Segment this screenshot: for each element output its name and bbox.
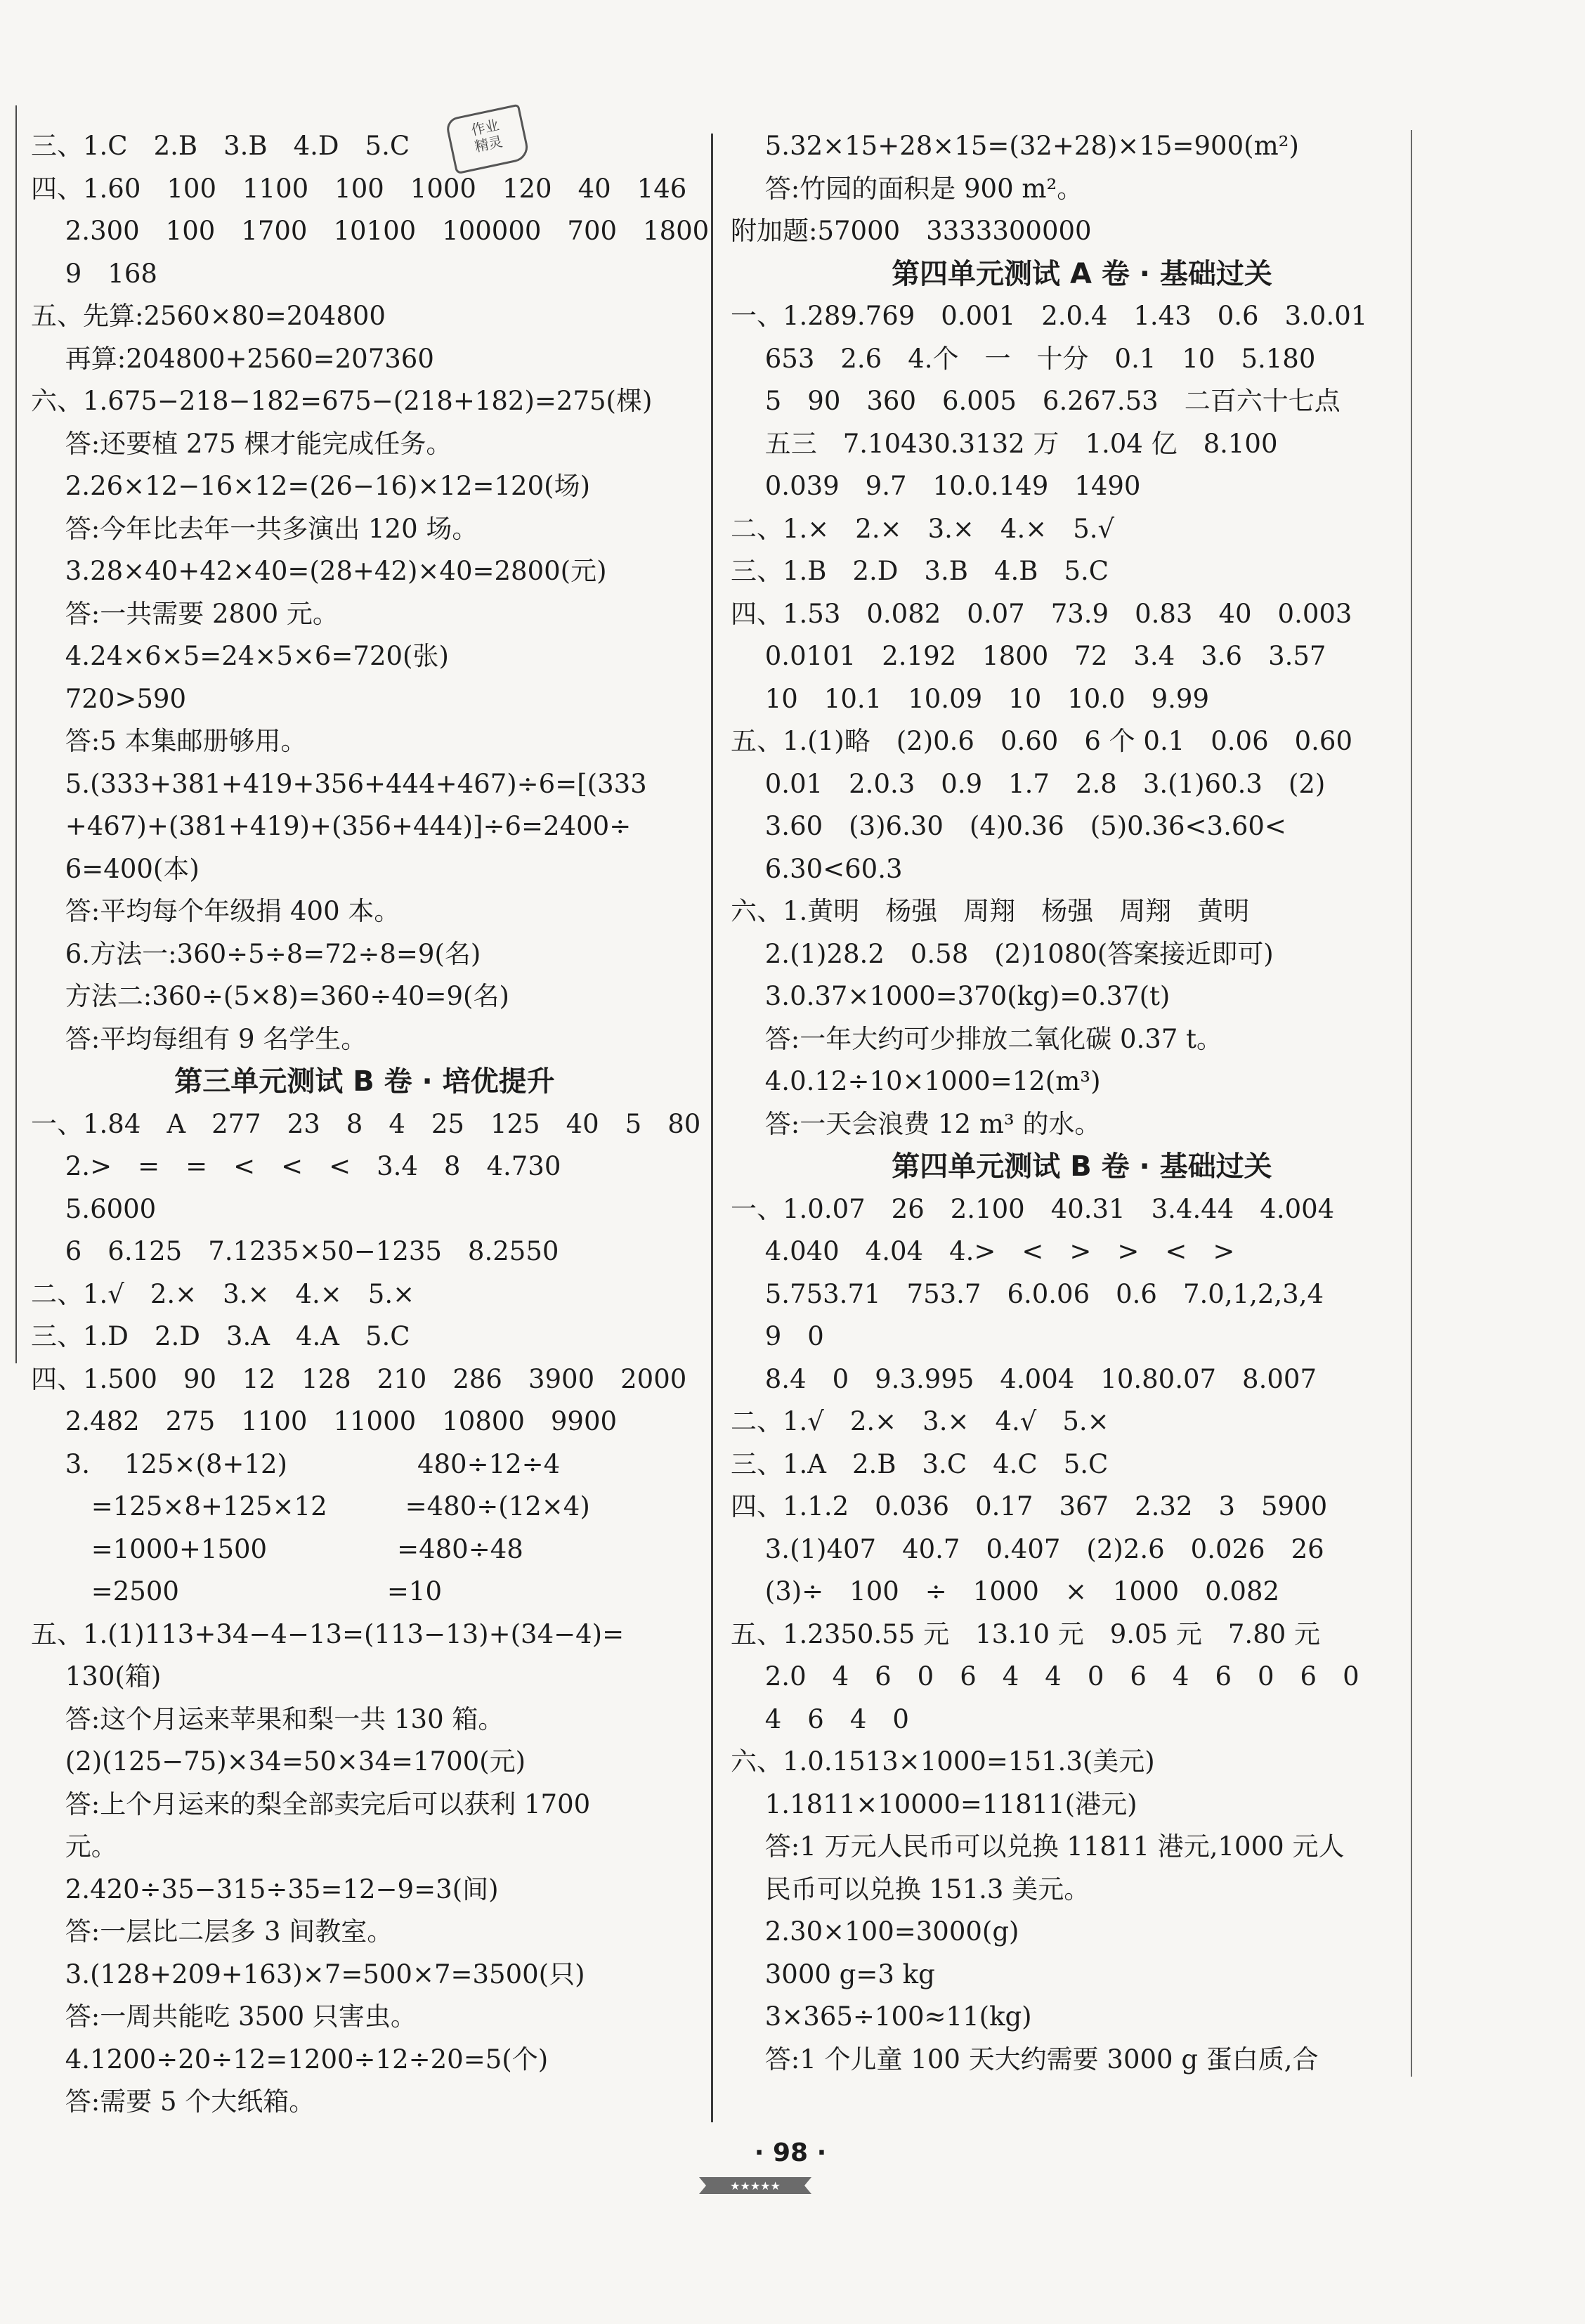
- answer-line: 5.32×15+28×15=(32+28)×15=900(m²): [731, 131, 1299, 161]
- answer-line: =1000+1500 =480÷48: [31, 1533, 523, 1564]
- answer-line: 2.300 100 1700 10100 100000 700 1800: [31, 216, 710, 246]
- answer-line: 答:一天会浪费 12 m³ 的水。: [731, 1108, 1101, 1139]
- answer-line: =125×8+125×12 =480÷(12×4): [31, 1491, 590, 1521]
- section-heading: 第四单元测试 A 卷 · 基础过关: [892, 257, 1272, 290]
- answer-line: 5.6000: [31, 1193, 157, 1224]
- answer-line: 0.01 2.0.3 0.9 1.7 2.8 3.(1)60.3 (2): [731, 768, 1326, 799]
- answer-line: (3)÷ 100 ÷ 1000 × 1000 0.082: [731, 1576, 1280, 1606]
- section-heading: 第三单元测试 B 卷 · 培优提升: [174, 1065, 555, 1098]
- answer-line: 2.> = = < < < 3.4 8 4.730: [31, 1151, 561, 1181]
- answer-line: 2.26×12−16×12=(26−16)×12=120(场): [31, 471, 591, 501]
- answer-line: 一、1.289.769 0.001 2.0.4 1.43 0.6 3.0.01: [731, 301, 1368, 331]
- answer-line: 附加题:57000 3333300000: [731, 216, 1092, 246]
- answer-line: 5 90 360 6.005 6.267.53 二百六十七点: [731, 386, 1341, 416]
- answer-line: 三、1.D 2.D 3.A 4.A 5.C: [31, 1321, 410, 1351]
- answer-line: =2500 =10: [31, 1576, 443, 1606]
- left-margin-rule: [15, 105, 17, 1363]
- answer-line: 民币可以兑换 151.3 美元。: [731, 1874, 1090, 1904]
- answer-line: 三、1.A 2.B 3.C 4.C 5.C: [731, 1448, 1109, 1479]
- answer-line: 答:一周共能吃 3500 只害虫。: [31, 2001, 417, 2032]
- answer-line: 五、1.2350.55 元 13.10 元 9.05 元 7.80 元: [731, 1618, 1321, 1649]
- answer-line: 答:一年大约可少排放二氧化碳 0.37 t。: [731, 1023, 1223, 1054]
- answer-line: 答:竹园的面积是 900 m²。: [731, 173, 1083, 204]
- answer-line: 4.24×6×5=24×5×6=720(张): [31, 641, 449, 671]
- answer-line: 9 168: [31, 258, 157, 289]
- answer-line: 方法二:360÷(5×8)=360÷40=9(名): [31, 981, 509, 1011]
- answer-line: 4 6 4 0: [731, 1703, 909, 1734]
- answer-line: 二、1.√ 2.× 3.× 4.√ 5.×: [731, 1406, 1109, 1436]
- answer-line: 再算:204800+2560=207360: [31, 343, 434, 374]
- column-divider: [711, 134, 713, 2122]
- right-column: [731, 125, 1433, 2081]
- answer-line: 3.28×40+42×40=(28+42)×40=2800(元): [31, 556, 607, 586]
- answer-line: 4.040 4.04 4.> < > > < >: [731, 1236, 1235, 1266]
- answer-line: 三、1.B 2.D 3.B 4.B 5.C: [731, 556, 1109, 586]
- answer-line: 6=400(本): [31, 853, 200, 884]
- answer-line: 一、1.84 A 277 23 8 4 25 125 40 5 80: [31, 1108, 701, 1139]
- answer-line: 3. 125×(8+12) 480÷12÷4: [31, 1448, 561, 1479]
- answer-line: 二、1.√ 2.× 3.× 4.× 5.×: [31, 1278, 415, 1309]
- answer-line: 3000 g=3 kg: [731, 1959, 935, 1989]
- answer-line: 0.0101 2.192 1800 72 3.4 3.6 3.57: [731, 641, 1326, 671]
- answer-line: 653 2.6 4.个 一 十分 0.1 10 5.180: [731, 343, 1316, 374]
- answer-line: 2.0 4 6 0 6 4 4 0 6 4 6 0 6 0: [731, 1661, 1359, 1692]
- answer-line: 4.0.12÷10×1000=12(m³): [731, 1066, 1101, 1096]
- answer-line: 五三 7.10430.3132 万 1.04 亿 8.100: [731, 428, 1278, 459]
- answer-line: 三、1.C 2.B 3.B 4.D 5.C: [31, 131, 410, 161]
- section-heading: 第四单元测试 B 卷 · 基础过关: [892, 1150, 1272, 1183]
- answer-line: 2.482 275 1100 11000 10800 9900: [31, 1406, 618, 1436]
- answer-line: 四、1.53 0.082 0.07 73.9 0.83 40 0.003: [731, 598, 1352, 629]
- answer-line: 答:需要 5 个大纸箱。: [31, 2086, 315, 2117]
- answer-line: 6.30<60.3: [731, 853, 903, 884]
- answer-line: 答:平均每个年级捐 400 本。: [31, 896, 400, 926]
- answer-line: 3×365÷100≈11(kg): [731, 2001, 1032, 2032]
- answer-line: 5.753.71 753.7 6.0.06 0.6 7.0,1,2,3,4: [731, 1278, 1324, 1309]
- answer-line: 答:平均每组有 9 名学生。: [31, 1023, 367, 1054]
- answer-line: 六、1.0.1513×1000=151.3(美元): [731, 1746, 1155, 1777]
- answer-line: 答:5 本集邮册够用。: [31, 726, 307, 756]
- stamp-logo: 作业 精灵: [445, 104, 530, 175]
- left-column: [31, 125, 710, 2124]
- answer-line: +467)+(381+419)+(356+444)]÷6=2400÷: [31, 811, 632, 841]
- answer-line: 四、1.500 90 12 128 210 286 3900 2000: [31, 1363, 687, 1394]
- answer-line: 720>590: [31, 683, 187, 714]
- answer-line: 答:还要植 275 棵才能完成任务。: [31, 428, 452, 459]
- answer-line: 六、1.黄明 杨强 周翔 杨强 周翔 黄明: [731, 896, 1250, 926]
- answer-line: 答:1 个儿童 100 天大约需要 3000 g 蛋白质,合: [731, 2044, 1319, 2075]
- answer-line: 9 0: [731, 1321, 824, 1351]
- answer-line: 元。: [31, 1831, 117, 1862]
- answer-line: 6 6.125 7.1235×50−1235 8.2550: [31, 1236, 559, 1266]
- answer-line: 答:一层比二层多 3 间教室。: [31, 1916, 393, 1947]
- answer-line: 五、1.(1)113+34−4−13=(113−13)+(34−4)=: [31, 1618, 625, 1649]
- answer-line: 3.0.37×1000=370(kg)=0.37(t): [731, 981, 1170, 1011]
- answer-line: 一、1.0.07 26 2.100 40.31 3.4.44 4.004: [731, 1193, 1335, 1224]
- answer-line: 答:一共需要 2800 元。: [31, 598, 339, 629]
- answer-line: 五、1.(1)略 (2)0.6 0.60 6 个 0.1 0.06 0.60: [731, 726, 1353, 756]
- answer-line: 2.30×100=3000(g): [731, 1916, 1019, 1947]
- answer-line: 0.039 9.7 10.0.149 1490: [731, 471, 1141, 501]
- answer-line: (2)(125−75)×34=50×34=1700(元): [31, 1746, 526, 1777]
- answer-line: 4.1200÷20÷12=1200÷12÷20=5(个): [31, 2044, 549, 2075]
- page-number: · 98 ·: [754, 2138, 827, 2167]
- answer-line: 130(箱): [31, 1661, 162, 1692]
- answer-line: 二、1.× 2.× 3.× 4.× 5.√: [731, 513, 1115, 544]
- answer-line: 3.(128+209+163)×7=500×7=3500(只): [31, 1959, 585, 1989]
- answer-line: 答:这个月运来苹果和梨一共 130 箱。: [31, 1703, 504, 1734]
- answer-line: 六、1.675−218−182=675−(218+182)=275(棵): [31, 386, 653, 416]
- page-ribbon-decoration: [692, 2172, 818, 2200]
- answer-line: 8.4 0 9.3.995 4.004 10.80.07 8.007: [731, 1363, 1317, 1394]
- answer-line: 答:1 万元人民币可以兑换 11811 港元,1000 元人: [731, 1831, 1345, 1862]
- answer-line: 3.(1)407 40.7 0.407 (2)2.6 0.026 26: [731, 1533, 1324, 1564]
- answer-line: 四、1.60 100 1100 100 1000 120 40 146: [31, 173, 687, 204]
- answer-line: 答:今年比去年一共多演出 120 场。: [31, 513, 478, 544]
- answer-line: 四、1.1.2 0.036 0.17 367 2.32 3 5900: [731, 1491, 1328, 1521]
- answer-line: 五、先算:2560×80=204800: [31, 301, 386, 331]
- answer-line: 10 10.1 10.09 10 10.0 9.99: [731, 683, 1209, 714]
- answer-line: 6.方法一:360÷5÷8=72÷8=9(名): [31, 938, 481, 969]
- answer-line: 2.420÷35−315÷35=12−9=3(间): [31, 1874, 499, 1904]
- answer-line: 答:上个月运来的梨全部卖完后可以获利 1700: [31, 1789, 591, 1819]
- svg-text:★★★★★: ★★★★★: [730, 2179, 781, 2193]
- answer-line: 2.(1)28.2 0.58 (2)1080(答案接近即可): [731, 938, 1274, 969]
- answer-line: 3.60 (3)6.30 (4)0.36 (5)0.36<3.60<: [731, 811, 1286, 841]
- answer-line: 5.(333+381+419+356+444+467)÷6=[(333: [31, 768, 647, 799]
- answer-line: 1.1811×10000=11811(港元): [731, 1789, 1137, 1819]
